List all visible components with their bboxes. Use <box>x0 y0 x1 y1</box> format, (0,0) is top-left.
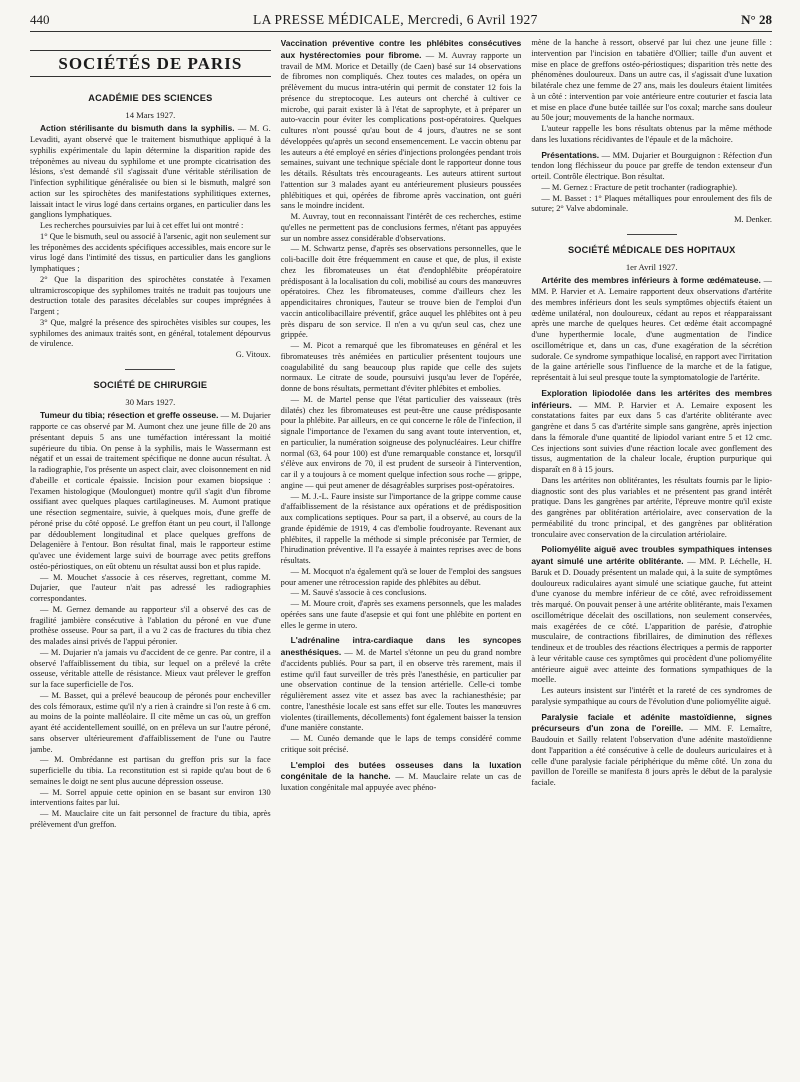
article-paragraph: — M. Gernez : Fracture de petit trochanter (radiographie). <box>541 182 738 192</box>
article-paragraph: — M. Sorrel appuie cette opinion en se basant sur environ 130 interventions faites par lui. <box>30 787 271 808</box>
column-3 <box>531 38 772 1078</box>
article-paragraph: — M. Basset : 1° Plaques métalliques pour enroulement des fils de suture; 2° Valve abdominale. <box>531 193 773 214</box>
article-paragraph: L'adrénaline intra-cardiaque dans les syncopes anesthésiques. — M. de Martel s'étonne un peu du grand nombre d'accidents publiés. Pour sa part, il en observe très rarement, mais il estime qu'il faut surveiller de très près l'anesthésie, en particulier par une observation continue de la tension artérielle. Celle-ci tombe régulièrement assez vite et assez bas avec la rachianesthésie; par contre, l'anesthésie locale est sans effet sur elle. Toutes les manœuvres violentes (tiraillements, décollements) font également baisser la tension d'une manière constante. <box>280 635 522 733</box>
article-paragraph: — M. J.-L. Faure insiste sur l'importance de la grippe comme cause d'affaiblissement de la résistance aux opérations et de prédisposition aux complications septiques. Pour sa part, il a observé, au cours de la grande épidémie de 1919, 4 cas d'embolie foudroyante. Revenant aux phlébites, il rappelle la méthode si simple préconisée par Termier, de l'hirudination préventive. Il l'a essayée à maintes reprises avec de bons résultats. <box>280 491 522 565</box>
article-paragraph: Vaccination préventive contre les phlébites consécutives aux hystérectomies pour fibrome. — M. Auvray rapporte un travail de MM. Morice et Detailly (de Caen) basé sur 14 observations de fibromes non compliqués. Chez toutes ces malades, on opéra un prélèvement du mucus intra-utérin qui permit de constater 12 fois la présence du streptocoque. Les auteurs ont cherché à cultiver ce microbe, qui parait exister là à l'état de saprophyte, et à préparer un auto-vaccin pour éviter les complications post-opératoires. Quelques cultures n'ont poussé qu'au bout de 4 jours, d'autres ne se sont développées qu'après un second ensemencement. Le vaccin obtenu par les auteurs a été employé en séries d'injections prolongées pendant trois semaines, suivant une technique spéciale dont le rapporteur donne tous les détails. Résultats très encourageants. Les auteurs attirent surtout l'attention sur 3 malades ayant eu antérieurement plusieurs poussées phlébitiques et qui, opérées de fibrome après vaccination, ont guéri sans le moindre incident. <box>280 38 522 211</box>
section-date: 30 Mars 1927. <box>125 396 176 407</box>
article-paragraph: Artérite des membres inférieurs à forme œdémateuse. — MM. P. Harvier et A. Lemaire rapportent deux observations d'artérite des membres inférieurs dont les seuls symptômes objectifs étaient un œdème unilatéral, non douloureux, cédant au repos et réapparaissant après une marche de quelques heures. Cet œdème était accompagné d'une hyperthermie locale, d'une augmentation de l'indice oscillométrique et, dans un cas, d'une exagération de la sécrétion sudorale. Ce syndrome sympathique localisé, en rapport avec l'irritation de la gaine artérielle sous l'influence de la marche et de la fatigue, représentait à lui seul presque toute la symptomatologie de l'artérite. <box>531 275 773 382</box>
article-paragraph: — M. Sauvé s'associe à ces conclusions. <box>290 588 427 598</box>
article-paragraph: Exploration lipiodolée dans les artérites des membres inférieurs. — MM. P. Harvier et A. Lemaire exposent les constatations faites par eux dans 5 cas d'artérite oblitérante avec gangrène et dans 5 cas d'artérite simple sans gangrène, après injection dans la fémorale d'une quantité de lipiodol variant entre 5 et 12 cmc. Ces injections sont suivies d'une réaction locale avec gonflement des tissus, augmentation de la chaleur locale, éruption purpurique qui disparaît en 8 à 15 jours. <box>531 387 773 474</box>
signature: G. Vitoux. <box>235 350 271 359</box>
article-paragraph: — M. Mocquot n'a également qu'à se louer de l'emploi des sangsues pour amener une rétrocession rapide des phlébites au début. <box>280 566 522 587</box>
article-heading: Tumeur du tibia; résection et greffe osseuse. <box>40 410 219 421</box>
article-heading: L'adrénaline intra-cardiaque dans les syncopes anesthésiques. <box>280 635 522 657</box>
article-paragraph: Paralysie faciale et adénite mastoïdienne, signes précurseurs d'un zona de l'oreille. — MM. F. Lemaître, Baudouin et Sailly relatent l'observation d'une adénite mastoïdienne dont l'apparition a été consécutive à celle de douleurs auriculaires et à celle d'une paralysie faciale périphérique du même côté. Un zona du pavillon de l'oreille se manifesta 8 jours après le début de la paralysie faciale. <box>531 711 773 787</box>
article-paragraph: 2° Que la disparition des spirochètes constatée à l'examen ultramicroscopique des syphilomes traités ne traduit pas toujours une destruction totale des parasites décelables sur coupes imprégnées à l'argent ; <box>30 274 271 316</box>
article-heading: L'emploi des butées osseuses dans la luxation congénitale de la hanche. <box>280 759 522 782</box>
article-paragraph: 3° Que, malgré la présence des spirochètes visibles sur coupes, les syphilomes des animaux traités sont, en général, totalement dépourvus de virulence. <box>30 317 271 349</box>
article-heading: Action stérilisante du bismuth dans la syphilis. <box>40 123 235 134</box>
article-paragraph: — M. Ombrédanne est partisan du greffon pris sur la face superficielle du tibia. La reconstitution est si rapide qu'au bout de 6 semaines le doigt ne sent plus aucune dépression osseuse. <box>30 755 271 786</box>
article-heading: Paralysie faciale et adénite mastoïdienne, signes précurseurs d'un zona de l'oreille. <box>531 711 773 734</box>
journal-title: LA PRESSE MÉDICALE, Mercredi, 6 Avril 1927 <box>253 12 538 27</box>
columns <box>30 38 772 1078</box>
article-paragraph: — M. Mouchet s'associe à ces réserves, regrettant, comme M. Dujarier, que l'auteur n'ait pas adressé les radiographies correspondantes. <box>30 572 271 603</box>
article-paragraph: — M. Moure croit, d'après ses examens personnels, que les malades opérées sans une faute d'asepsie et qui font une phlébite en portent en elles le germe in utero. <box>280 599 522 630</box>
divider <box>627 234 677 235</box>
section-heading-hopitaux: SOCIÉTÉ MÉDICALE DES HOPITAUX <box>567 244 736 255</box>
section-date: 14 Mars 1927. <box>125 109 176 120</box>
article-heading: Artérite des membres inférieurs à forme œdémateuse. <box>541 275 761 286</box>
column-1 <box>30 38 271 1078</box>
article-heading: Poliomyélite aiguë avec troubles sympathiques intenses ayant simulé une artérite oblitérante. <box>531 544 773 566</box>
divider <box>125 369 175 370</box>
section-heading-chirurgie: SOCIÉTÉ DE CHIRURGIE <box>93 379 208 390</box>
article-paragraph: — M. de Martel pense que l'état particulier des vaisseaux (très dilatés) chez les fibromateuses est peut-être une cause prédisposante pour la phlébite. Par ailleurs, en ce qui concerne le rôle de l'infection, il signale l'importance de l'examen du sang avant toute intervention, et, en particulier, la numération soigneuse des polynucléaires. Leur chiffre normal (63, 64 pour 100) est d'une remarquable constance et, lorsqu'il s'élève aux environs de 70, il est prudent de surseoir à l'intervention, car il y a toujours à ce moment quelque infection sous roche — grippe, angine — qui peut amener de désagréables surprises post-opératoires. <box>280 394 522 490</box>
issue-number: N° 28 <box>741 12 772 27</box>
article-heading: Vaccination préventive contre les phlébites consécutives aux hystérectomies pour fibrome. <box>280 38 522 60</box>
article-paragraph: — M. Schwartz pense, d'après ses observations personnelles, que le coli-bacille doit être fréquemment en cause et que, de plus, il existe chez les fibromateuses un état d'endophlébite préopératoire prédisposant à la localisation du coli, mobilisé au cours des manœuvres opératoires. Chez les fibromateuses, comme d'ailleurs chez les appendicitaires chroniques, l'auteur se trouve bien de l'emploi d'un vaccin anticolibacillaire préventif, grâce auquel les phlébites ont à peu près disparu de son service. Il n'en a vu qu'un seul cas, chez une grippée. <box>280 244 522 340</box>
article-paragraph: — M. Cunéo demande que le laps de temps considéré comme critique soit précisé. <box>280 734 522 754</box>
article-paragraph: — M. Gernez demande au rapporteur s'il a observé des cas de fragilité jambière consécutive à l'ablation du péroné en vue d'une prothèse osseuse. Pour sa part, il a vu 2 cas de fractures du tibia chez des malades ainsi privés de l'appui péronier. <box>30 604 271 646</box>
article-paragraph: — M. Picot a remarqué que les fibromateuses en général et les fibromateuses très anémiées en particulier présentent toujours une coagulabilité du sang beaucoup plus rapide que celle des sujets normaux. Le citrate de soude, poursuivi jusqu'au lever de l'opérée, donne de bons résultats, permettant d'éviter phlébites et embolies. <box>280 341 522 393</box>
section-heading-academie: ACADÉMIE DES SCIENCES <box>88 92 213 103</box>
article-paragraph: — M. Mauclaire cite un fait personnel de fracture du tibia, après prélèvement d'un greffon. <box>30 809 271 829</box>
article-heading: Présentations. <box>541 149 600 160</box>
article-paragraph: Action stérilisante du bismuth dans la syphilis. — M. G. Levaditi, ayant observé que le traitement bismuthique appliqué à la syphilis expérimentale du lapin détermine la disparition rapide des tréponèmes au niveau du syphilome et une prompte cicatrisation des lésions, s'est demandé s'il s'agissait d'une véritable stérilisation de l'infection syphilitique généralisée ou bien si le bismuth, malgré son action sur les spirochètes des manifestations syphilitiques externes, laissait intact le virus logé dans certains organes, en particulier dans les ganglions lymphatiques. <box>30 123 271 220</box>
article-paragraph: Tumeur du tibia; résection et greffe osseuse. — M. Dujarier rapporte ce cas observé par M. Aumont chez une jeune fille de 20 ans présentant depuis 5 ans une tuméfaction intéressant la moitié supérieure du tibia. On pense à la syphilis, mais le Wassermann est négatif et un essai de traitement spécifique ne donne aucun résultat. À la radiographie, l'os présente un aspect clair, avec cloisonnement en nid d'abeille et corticale épaissie. Incision pour examen biopsique : l'examen histologique (Moulonguet) montre qu'il s'agit d'un fibrome ossifiant avec quelques plaques cartilagineuses. M. Aumont pratique une résection segmentaire, suivie, à quelques mois, d'une greffe de péroné prise du côté opposé. Le greffon étant un peu court, il l'allonge par dédoublement longitudinal et place quelques greffons de Delagenière à l'entour. Bon résultat final, mais le rapporteur estime qu'avec une évidement large suivi de bourrage avec petits greffons ostéo-périostiques, on eût obtenu un résultat aussi bon et plus rapide. <box>30 410 271 571</box>
article-paragraph: — M. Dujarier n'a jamais vu d'accident de ce genre. Par contre, il a observé l'affaiblissement du tibia, sur lequel on a prélevé la crête osseuse, véritable attelle de résistance. Mieux vaut prélever le greffon sur la face superficielle de l'os. <box>30 647 271 689</box>
article-paragraph: Dans les artérites non oblitérantes, les résultats fournis par le lipio-diagnostic sont des plus variables et ne présentent pas grand intérêt pratique. Dans les gangrènes par artérite, l'épreuve montre qu'il existe des gangrènes par oblitération artériolaire, avec conservation de la perméabilité du tronc principal, et des gangrènes par oblitération tronculaire avec conservation de la circulation artériolaire. <box>531 475 773 539</box>
article-paragraph: L'emploi des butées osseuses dans la luxation congénitale de la hanche. — M. Mauclaire relate un cas de luxation congénitale mal appuyée avec phéno- <box>280 759 522 792</box>
page-number: 440 <box>30 12 50 27</box>
article-paragraph: M. Auvray, tout en reconnaissant l'intérêt de ces recherches, estime qu'elles ne permettent pas de conclusions fermes, n'étant pas appuyées sur un nombre assez considérable d'observations. <box>280 212 522 243</box>
article-paragraph: Présentations. — MM. Dujarier et Bourguignon : Réfection d'un tendon long fléchisseur du pouce par greffe de tendon extenseur d'un orteil. Contrôle électrique. Bon résultat. <box>531 149 773 181</box>
column-2 <box>281 38 522 1078</box>
signature: M. Denker. <box>734 215 773 224</box>
article-paragraph: 1° Que le bismuth, seul ou associé à l'arsenic, agit non seulement sur les tréponèmes des accidents spécifiques accessibles, mais encore sur le virus logé dans l'intimité des tissus, en particulier dans les ganglions lymphatiques ; <box>30 231 271 273</box>
article-paragraph: Les auteurs insistent sur l'intérêt et la rareté de ces syndromes de paralysie sympathique au cours de l'évolution d'une poliomyélite aiguë. <box>531 686 773 706</box>
article-paragraph: Les recherches poursuivies par lui à cet effet lui ont montré : <box>40 221 244 230</box>
page-title: SOCIÉTÉS DE PARIS <box>30 50 271 77</box>
article-paragraph: L'auteur rappelle les bons résultats obtenus par la même méthode dans les luxations récidivantes de l'épaule et de la mâchoire. <box>531 124 773 144</box>
article-paragraph: Poliomyélite aiguë avec troubles sympathiques intenses ayant simulé une artérite oblitérante. — MM. P. Léchelle, H. Baruk et D. Douady présentent un malade qui, à la suite de symptômes douloureux radiculaires ayant simulé une sciatique gauche, fut atteint d'une cyanose du membre inférieur de ce côté, avec refroidissement très marqué. On pouvait penser à une artérite oblitérante, mais l'examen oscillométrique décelait des oscillations, non seulement conservées, mais exagérées de ce côté. L'apparition de parésie, d'atrophie musculaire, de contractions fibrillaires, de diminution des réflexes tendineux et de troubles des réactions électriques a permis de rapporter à leur véritable cause ces symptômes qui procèdent d'une poliomyélite antérieure aiguë avec atteinte des formations sympathiques de la moelle. <box>531 544 773 685</box>
article-heading: Exploration lipiodolée dans les artérites des membres inférieurs. <box>531 387 773 410</box>
running-header <box>30 12 772 32</box>
article-paragraph: mène de la hanche à ressort, observé par lui chez une jeune fille : intervention par l'incision en tabatière d'Ollier; taille d'un auvent et mise en place de greffons ostéo-périostiques; disparition très nette des phénomènes douloureux. Dans un autre cas, il s'agissait d'une luxation bilatérale chez une femme de 27 ans, mais les douleurs étaient limitées à un côté : intervention par voie antérieure entre couturier et fascia lata et mise en place d'une butée taillée sur l'os coxal; marche sans douleur au 50e jour; mouvements de la hanche normaux. <box>531 38 773 123</box>
section-date: 1er Avril 1927. <box>625 261 678 272</box>
article-paragraph: — M. Basset, qui a prélevé beaucoup de péronés pour encheviller des cols fémoraux, estime qu'il n'y a rien à craindre si l'on reste à 6 cm. au moins de la pointe malléolaire. Il cite même un cas où, un greffon ayant été accidentellement souillé, on en préleva un sur l'autre péroné, sans observer ultérieurement d'affaiblissement de l'une ou l'autre jambe. <box>30 690 271 754</box>
